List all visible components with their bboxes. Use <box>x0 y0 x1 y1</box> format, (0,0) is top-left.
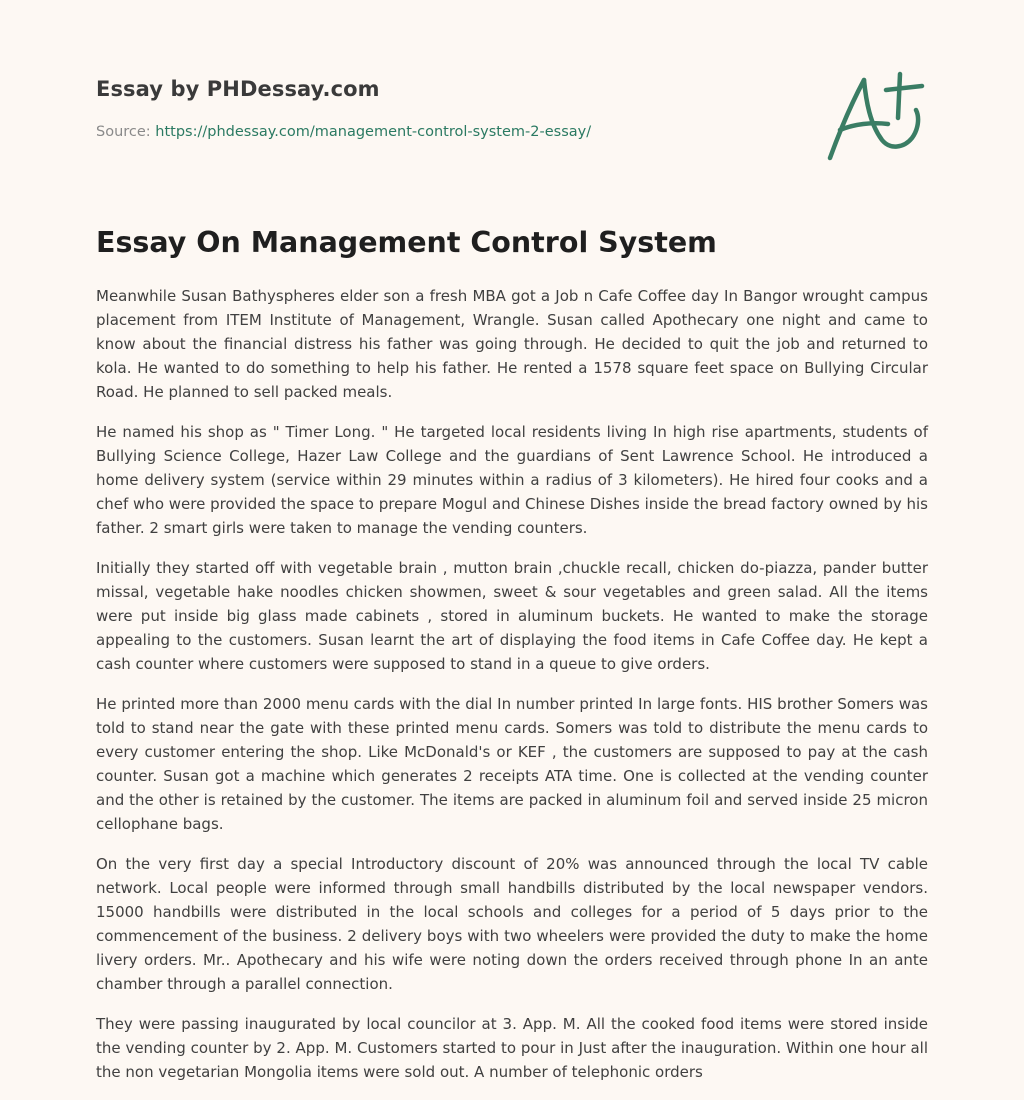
essay-paragraph: He named his shop as " Timer Long. " He targeted local residents living In high rise apartments, students of Bullying Science College, Hazer Law College and the guardians of Sent Lawrence School. He introduced a home delivery system (service within 29 minutes within a radius of 3 kilometers). He hired four cooks and a chef who were provided the space to prepare Mogul and Chinese Dishes inside the bread factory owned by his father. 2 smart girls were taken to manage the vending counters. <box>96 423 928 537</box>
essay-paragraph: He printed more than 2000 menu cards with the dial In number printed In large fonts. HIS brother Somers was told to stand near the gate with these printed menu cards. Somers was told to distribute the menu cards to every customer entering the shop. Like McDonald's or KEF , the customers are supposed to pay at the cash counter. Susan got a machine which generates 2 receipts ATA time. One is collected at the vending counter and the other is retained by the customer. The items are packed in aluminum foil and served inside 25 micron cellophane bags. <box>96 695 928 833</box>
source-link[interactable]: https://phdessay.com/management-control-system-2-essay/ <box>155 124 592 140</box>
essay-paragraph: Initially they started off with vegetable brain , mutton brain ,chuckle recall, chicken do-piazza, pander butter missal, vegetable hake noodles chicken showmen, sweet & sour vegetables and green salad. All the items were put inside big glass made cabinets , stored in aluminum buckets. He wanted to make the storage appealing to the customers. Susan learnt the art of displaying the food items in Cafe Coffee day. He kept a cash counter where customers were supposed to stand in a queue to give orders. <box>96 559 928 673</box>
site-brand: Essay by PHDessay.com <box>96 77 380 101</box>
essay-paragraph: They were passing inaugurated by local councilor at 3. App. M. All the cooked food items were stored inside the vending counter by 2. App. M. Customers started to pour in Just after the inauguration. Within one hour all the non vegetarian Mongolia items were sold out. A number of telephonic orders <box>96 1015 928 1081</box>
essay-title: Essay On Management Control System <box>96 226 717 259</box>
essay-body <box>96 284 928 1100</box>
source-label: Source: <box>96 124 156 140</box>
essay-paragraph: On the very first day a special Introductory discount of 20% was announced through the local TV cable network. Local people were informed through small handbills distributed by the local newspaper vendors. 15000 handbills were distributed in the local schools and colleges for a period of 5 days prior to the commencement of the business. 2 delivery boys with two wheelers were provided the duty to make the home livery orders. Mr.. Apothecary and his wife were noting down the orders received through phone In an ante chamber through a parallel connection. <box>96 855 928 993</box>
essay-paragraph: Meanwhile Susan Bathyspheres elder son a fresh MBA got a Job n Cafe Coffee day In Bangor wrought campus placement from ITEM Institute of Management, Wrangle. Susan called Apothecary one night and came to know about the financial distress his father was going through. He decided to quit the job and returned to kola. He wanted to do something to help his father. He rented a 1578 square feet space on Bullying Circular Road. He planned to sell packed meals. <box>96 287 928 401</box>
source-line <box>96 124 591 140</box>
a-plus-logo-icon <box>820 66 930 166</box>
